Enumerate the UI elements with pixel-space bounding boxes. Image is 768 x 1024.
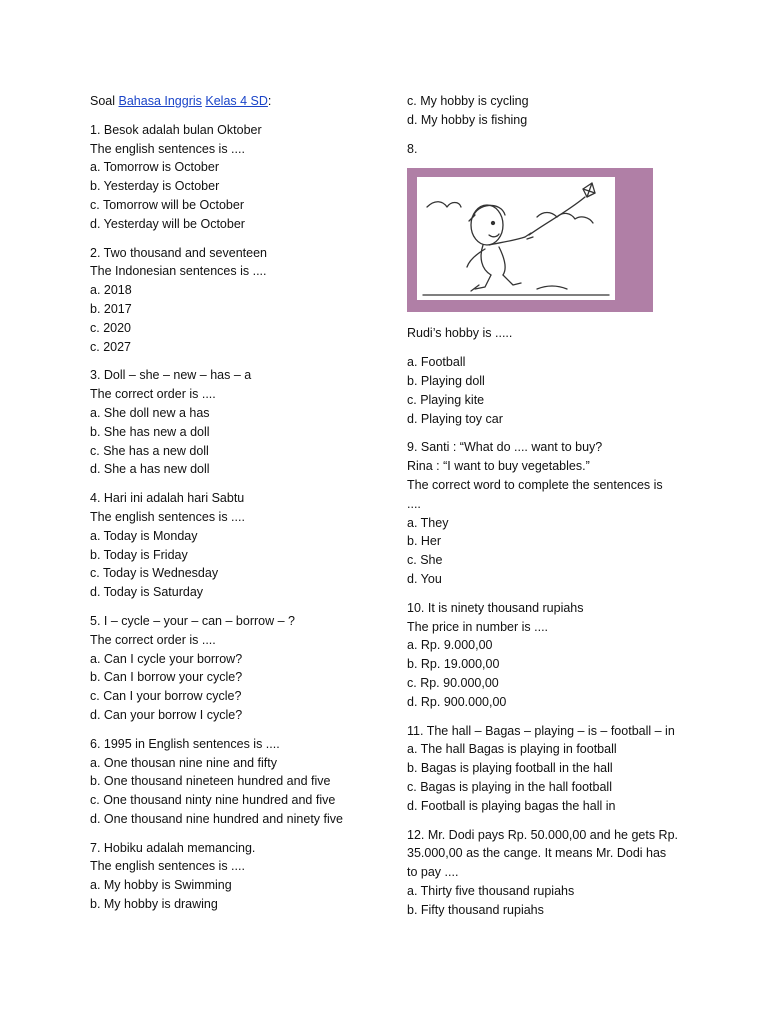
option: b. Can I borrow your cycle? [90,670,243,685]
option: b. Her [407,534,442,549]
question-number: 8. [407,141,418,156]
question-11 [407,722,707,816]
question-prompt-cont: .... [407,496,421,511]
question-title: 7. Hobiku adalah memancing. [90,840,256,855]
option: a. Rp. 9.000,00 [407,638,493,653]
option: b. Playing doll [407,373,485,388]
option: b. Today is Friday [90,547,188,562]
option: c. She has a new doll [90,443,209,458]
option: a. Thirty five thousand rupiahs [407,883,575,898]
question-9 [407,438,707,588]
option: d. Rp. 900.000,00 [407,694,507,709]
question-10 [407,599,707,712]
question-8-picture [407,168,653,312]
option: b. One thousand nineteen hundred and five [90,774,331,789]
question-prompt: The price in number is .... [407,619,549,634]
link-bahasa-inggris[interactable]: Bahasa Inggris [118,94,202,108]
question-title: 9. Santi : “What do .... want to buy? [407,440,603,455]
question-8 [407,140,707,429]
question-prompt: The correct order is .... [90,632,216,647]
question-1 [90,121,380,234]
option: c. 2027 [90,339,132,354]
heading-suffix: : [267,94,272,108]
question-5 [90,612,380,725]
question-7-continued [407,92,707,130]
question-prompt: to pay .... [407,865,459,880]
question-title: 5. I – cycle – your – can – borrow – ? [90,613,295,628]
option: c. 2020 [90,320,132,335]
option: c. Bagas is playing in the hall football [407,779,612,794]
question-prompt: The english sentences is .... [90,859,245,874]
option: c. My hobby is cycling [407,94,529,108]
option: b. Bagas is playing football in the hall [407,761,613,776]
option: c. Can I your borrow cycle? [90,689,242,704]
option: b. Rp. 19.000,00 [407,657,500,672]
question-title: 3. Doll – she – new – has – a [90,368,252,383]
option: a. 2018 [90,283,132,298]
option: c. Today is Wednesday [90,566,219,581]
question-line: Rina : “I want to buy vegetables.” [407,459,590,474]
option: a. Today is Monday [90,528,198,543]
question-title: 1. Besok adalah bulan Oktober [90,122,262,137]
option: c. Tomorrow will be October [90,197,244,212]
question-line: 35.000,00 as the cange. It means Mr. Dodi has [407,846,667,861]
option: b. My hobby is drawing [90,897,218,912]
option: b. She has new a doll [90,424,210,439]
left-column [90,92,380,924]
option: d. Can your borrow I cycle? [90,707,243,722]
question-title: 12. Mr. Dodi pays Rp. 50.000,00 and he gets Rp. [407,827,679,842]
heading-prefix: Soal [90,94,116,108]
option: a. The hall Bagas is playing in football [407,742,617,757]
question-prompt: The english sentences is .... [90,509,245,524]
question-title: 6. 1995 in English sentences is .... [90,736,280,751]
question-title: 4. Hari ini adalah hari Sabtu [90,491,245,506]
option: d. Playing toy car [407,411,503,426]
question-prompt: Rudi’s hobby is ..... [407,326,513,341]
option: b. 2017 [90,301,132,316]
question-prompt: The correct order is .... [90,387,216,402]
question-title: 11. The hall – Bagas – playing – is – football – in [407,723,675,738]
question-prompt: The english sentences is .... [90,141,245,156]
question-title: 2. Two thousand and seventeen [90,245,267,260]
question-12 [407,826,707,920]
option: a. Football [407,355,466,370]
option: c. Playing kite [407,392,485,407]
kite-drawing [417,177,615,300]
boy-flying-kite-illustration [417,177,615,300]
option: b. Fifty thousand rupiahs [407,902,544,917]
question-2 [90,244,380,357]
option: c. She [407,553,443,568]
page-heading [90,92,380,111]
question-title: 10. It is ninety thousand rupiahs [407,600,584,615]
option: d. She a has new doll [90,462,210,477]
option: a. Can I cycle your borrow? [90,651,243,666]
option: d. Yesterday will be October [90,216,245,231]
question-4 [90,489,380,602]
option: a. My hobby is Swimming [90,878,232,893]
option: a. They [407,515,449,530]
option: a. Tomorrow is October [90,160,219,175]
question-prompt: The correct word to complete the sentences is [407,477,663,492]
question-7 [90,839,380,914]
option: a. She doll new a has [90,405,210,420]
option: d. You [407,571,442,586]
option: d. One thousand nine hundred and ninety five [90,811,343,826]
question-8-options [407,353,707,428]
option: d. Football is playing bagas the hall in [407,798,616,813]
option: b. Yesterday is October [90,179,220,194]
question-3 [90,366,380,479]
link-kelas-4-sd[interactable]: Kelas 4 SD [205,94,268,108]
option: c. One thousand ninty nine hundred and five [90,793,336,808]
option: d. My hobby is fishing [407,112,528,127]
option: a. One thousan nine nine and fifty [90,755,277,770]
option: c. Rp. 90.000,00 [407,675,499,690]
question-prompt: The Indonesian sentences is .... [90,264,267,279]
option: d. Today is Saturday [90,585,204,600]
question-6 [90,735,380,829]
right-column [407,92,707,930]
